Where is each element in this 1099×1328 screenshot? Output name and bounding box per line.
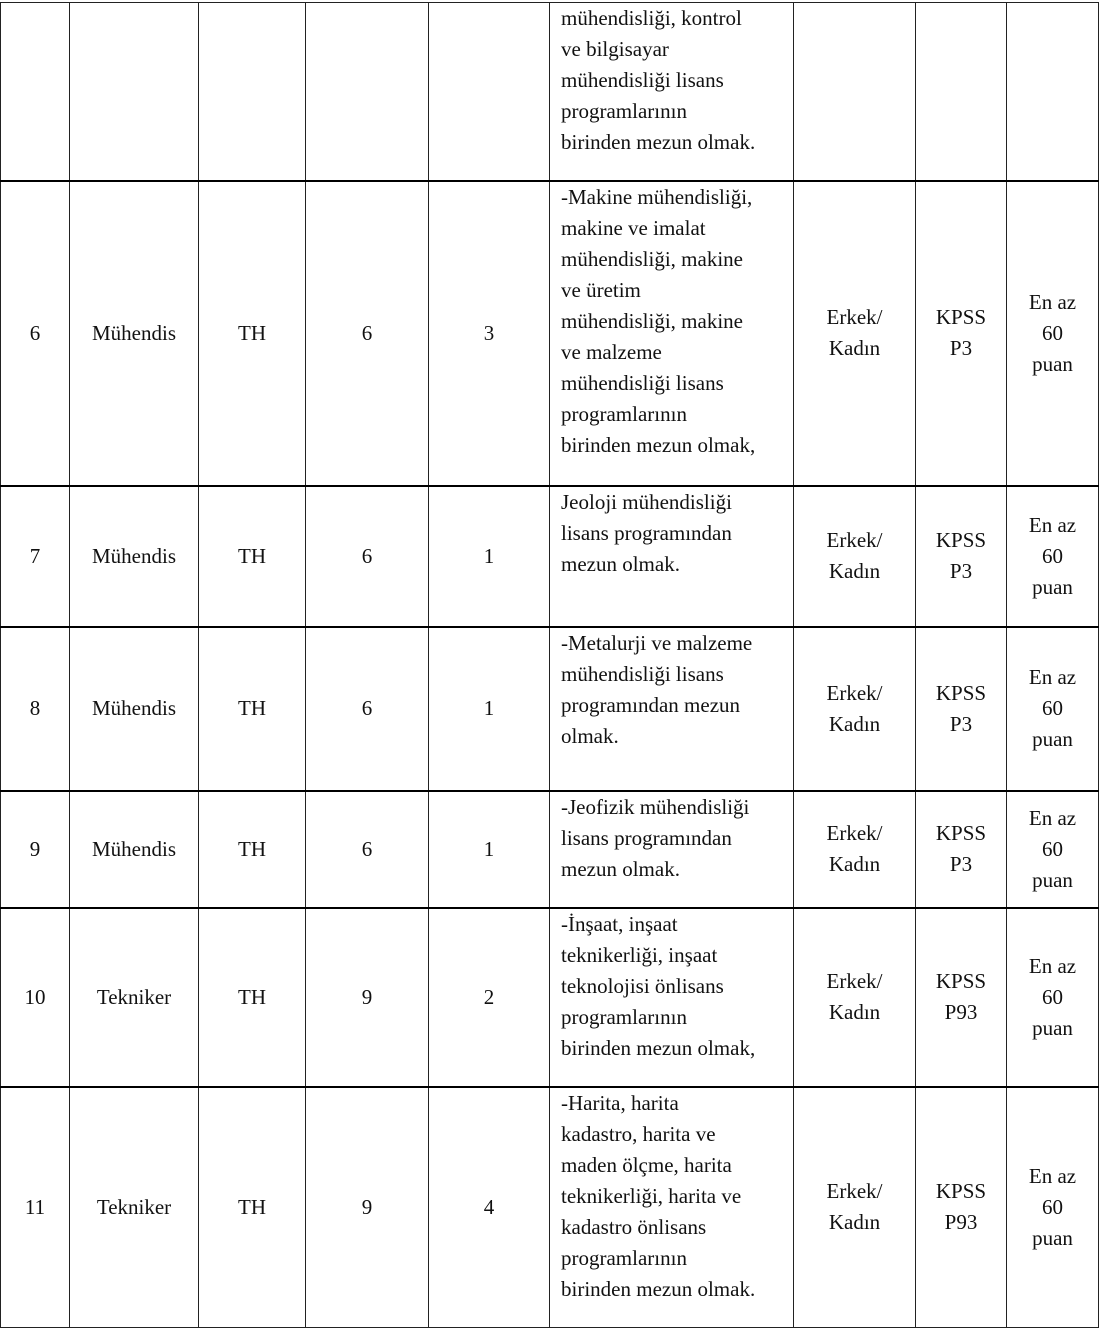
gender-line: Erkek/ — [826, 528, 883, 552]
exam-type-line: P3 — [949, 336, 973, 360]
exam-type-line: P3 — [949, 711, 973, 736]
grade: 9 — [306, 1087, 429, 1328]
gender-line: Erkek/ — [826, 969, 883, 993]
minimum-score-line: puan — [1032, 867, 1073, 892]
qualification-description-line: mühendisliği lisans — [561, 661, 724, 686]
position-count: 3 — [429, 181, 550, 486]
gender-line: Kadın — [828, 559, 881, 583]
gender — [794, 1087, 916, 1328]
exam-type — [916, 791, 1007, 908]
class-code — [199, 3, 306, 181]
minimum-score-line: puan — [1032, 1225, 1073, 1250]
row-number: 8 — [1, 627, 70, 791]
exam-type — [916, 3, 1007, 181]
qualification-description-line: teknikerliği, inşaat — [561, 942, 718, 967]
gender — [794, 908, 916, 1087]
minimum-score — [1007, 908, 1099, 1087]
qualification-description — [550, 791, 794, 908]
qualification-description-line: kadastro, harita ve — [561, 1121, 716, 1146]
row-number: 6 — [1, 181, 70, 486]
qualification-description-line: programlarının — [561, 1004, 687, 1029]
position-count: 1 — [429, 791, 550, 908]
exam-type — [916, 627, 1007, 791]
grade: 6 — [306, 791, 429, 908]
qualification-description-line: olmak. — [561, 723, 619, 748]
gender-line: Erkek/ — [826, 1179, 883, 1204]
minimum-score — [1007, 1087, 1099, 1328]
position-title: Mühendis — [70, 181, 199, 486]
exam-type-line: KPSS — [935, 680, 987, 705]
minimum-score-line: En az — [1028, 289, 1077, 314]
row-number: 9 — [1, 791, 70, 908]
position-title: Tekniker — [70, 908, 199, 1087]
qualification-description-line: makine ve imalat — [561, 215, 706, 240]
qualification-description — [550, 908, 794, 1087]
gender-line: Kadın — [828, 336, 881, 360]
qualification-description-line: teknolojisi önlisans — [561, 973, 724, 998]
position-count: 1 — [429, 627, 550, 791]
qualification-description-line: -Jeofizik mühendisliği — [561, 794, 750, 819]
qualification-description-line: teknikerliği, harita ve — [561, 1183, 742, 1208]
minimum-score-line: 60 — [1042, 543, 1063, 568]
qualification-description-line: programlarının — [561, 401, 687, 426]
gender-line: Kadın — [828, 852, 881, 876]
qualification-description-line: mühendisliği lisans — [561, 68, 724, 92]
position-count: 1 — [429, 486, 550, 627]
exam-type-line: KPSS — [935, 821, 987, 845]
minimum-score-line: En az — [1028, 512, 1077, 537]
gender — [794, 3, 916, 181]
qualification-description-line: mezun olmak. — [561, 856, 680, 881]
qualification-description — [550, 1087, 794, 1328]
qualification-description-line: birinden mezun olmak, — [561, 1035, 756, 1060]
row-number — [1, 3, 70, 181]
exam-type-line: KPSS — [935, 305, 987, 329]
qualification-description-line: Jeoloji mühendisliği — [561, 489, 732, 514]
minimum-score-line: 60 — [1042, 320, 1063, 345]
grade: 6 — [306, 181, 429, 486]
gender-line: Erkek/ — [826, 305, 883, 329]
minimum-score-line: En az — [1028, 665, 1077, 689]
qualification-description — [550, 3, 794, 181]
position-title — [70, 3, 199, 181]
minimum-score-line: 60 — [1042, 836, 1063, 861]
qualification-description-line: programından mezun — [561, 692, 741, 717]
qualification-description-line: mezun olmak. — [561, 551, 680, 576]
qualification-description-line: mühendisliği, makine — [561, 246, 743, 271]
qualification-description-line: programlarının — [561, 99, 687, 123]
qualification-description-line: kadastro önlisans — [561, 1214, 707, 1239]
qualification-description-line: -İnşaat, inşaat — [561, 911, 678, 936]
exam-type — [916, 486, 1007, 627]
table-row — [1, 791, 1099, 908]
position-count: 2 — [429, 908, 550, 1087]
table-row — [1, 1087, 1099, 1328]
qualification-description-line: mühendisliği lisans — [561, 370, 724, 395]
qualification-description-line: ve malzeme — [561, 339, 662, 364]
gender-line: Erkek/ — [826, 821, 883, 845]
positions-table — [0, 2, 1099, 1328]
exam-type-line: KPSS — [935, 528, 987, 552]
exam-type-line: P93 — [944, 1210, 978, 1235]
minimum-score-line: puan — [1032, 574, 1073, 599]
grade — [306, 3, 429, 181]
qualification-description-line: ve üretim — [561, 277, 641, 302]
position-count: 4 — [429, 1087, 550, 1328]
minimum-score-line: En az — [1028, 1163, 1077, 1188]
qualification-description-line: ve bilgisayar — [561, 37, 669, 61]
qualification-description-line: -Metalurji ve malzeme — [561, 630, 753, 655]
qualification-description-line: mühendisliği, makine — [561, 308, 743, 333]
grade: 6 — [306, 486, 429, 627]
minimum-score-line: puan — [1032, 727, 1073, 751]
minimum-score-line: puan — [1032, 351, 1073, 376]
table-row — [1, 181, 1099, 486]
minimum-score-line: 60 — [1042, 1194, 1063, 1219]
qualification-description-line: lisans programından — [561, 520, 732, 545]
position-title: Mühendis — [70, 627, 199, 791]
class-code: TH — [199, 791, 306, 908]
minimum-score-line: 60 — [1042, 984, 1063, 1009]
qualification-description-line: birinden mezun olmak. — [561, 130, 756, 154]
qualification-description — [550, 627, 794, 791]
gender-line: Erkek/ — [826, 680, 883, 705]
qualification-description-line: maden ölçme, harita — [561, 1152, 732, 1177]
exam-type — [916, 908, 1007, 1087]
position-title: Mühendis — [70, 486, 199, 627]
class-code: TH — [199, 181, 306, 486]
minimum-score — [1007, 627, 1099, 791]
gender — [794, 181, 916, 486]
position-title: Mühendis — [70, 791, 199, 908]
exam-type — [916, 181, 1007, 486]
qualification-description-line: -Makine mühendisliği, — [561, 184, 753, 209]
row-number: 11 — [1, 1087, 70, 1328]
class-code: TH — [199, 486, 306, 627]
minimum-score-line: puan — [1032, 1015, 1073, 1040]
class-code: TH — [199, 908, 306, 1087]
exam-type-line: KPSS — [935, 1179, 987, 1204]
gender — [794, 791, 916, 908]
table-row — [1, 486, 1099, 627]
table-row — [1, 3, 1099, 181]
exam-type — [916, 1087, 1007, 1328]
minimum-score — [1007, 181, 1099, 486]
qualification-description-line: birinden mezun olmak. — [561, 1276, 756, 1301]
grade: 9 — [306, 908, 429, 1087]
qualification-description-line: programlarının — [561, 1245, 687, 1270]
exam-type-line: P3 — [949, 852, 973, 876]
qualification-description-line: lisans programından — [561, 825, 732, 850]
class-code: TH — [199, 627, 306, 791]
row-number: 10 — [1, 908, 70, 1087]
grade: 6 — [306, 627, 429, 791]
gender-line: Kadın — [828, 1210, 881, 1235]
table-row — [1, 908, 1099, 1087]
minimum-score — [1007, 3, 1099, 181]
gender-line: Kadın — [828, 1000, 881, 1024]
gender-line: Kadın — [828, 711, 881, 736]
qualification-description — [550, 486, 794, 627]
qualification-description-line: -Harita, harita — [561, 1090, 679, 1115]
row-number: 7 — [1, 486, 70, 627]
exam-type-line: KPSS — [935, 969, 987, 993]
exam-type-line: P3 — [949, 559, 973, 583]
table-row — [1, 627, 1099, 791]
minimum-score-line: 60 — [1042, 696, 1063, 720]
gender — [794, 486, 916, 627]
class-code: TH — [199, 1087, 306, 1328]
position-count — [429, 3, 550, 181]
minimum-score-line: En az — [1028, 805, 1077, 830]
position-title: Tekniker — [70, 1087, 199, 1328]
exam-type-line: P93 — [944, 1000, 978, 1024]
minimum-score — [1007, 791, 1099, 908]
gender — [794, 627, 916, 791]
minimum-score-line: En az — [1028, 953, 1077, 978]
qualification-description-line: mühendisliği, kontrol — [561, 6, 742, 30]
minimum-score — [1007, 486, 1099, 627]
qualification-description — [550, 181, 794, 486]
qualification-description-line: birinden mezun olmak, — [561, 432, 756, 457]
